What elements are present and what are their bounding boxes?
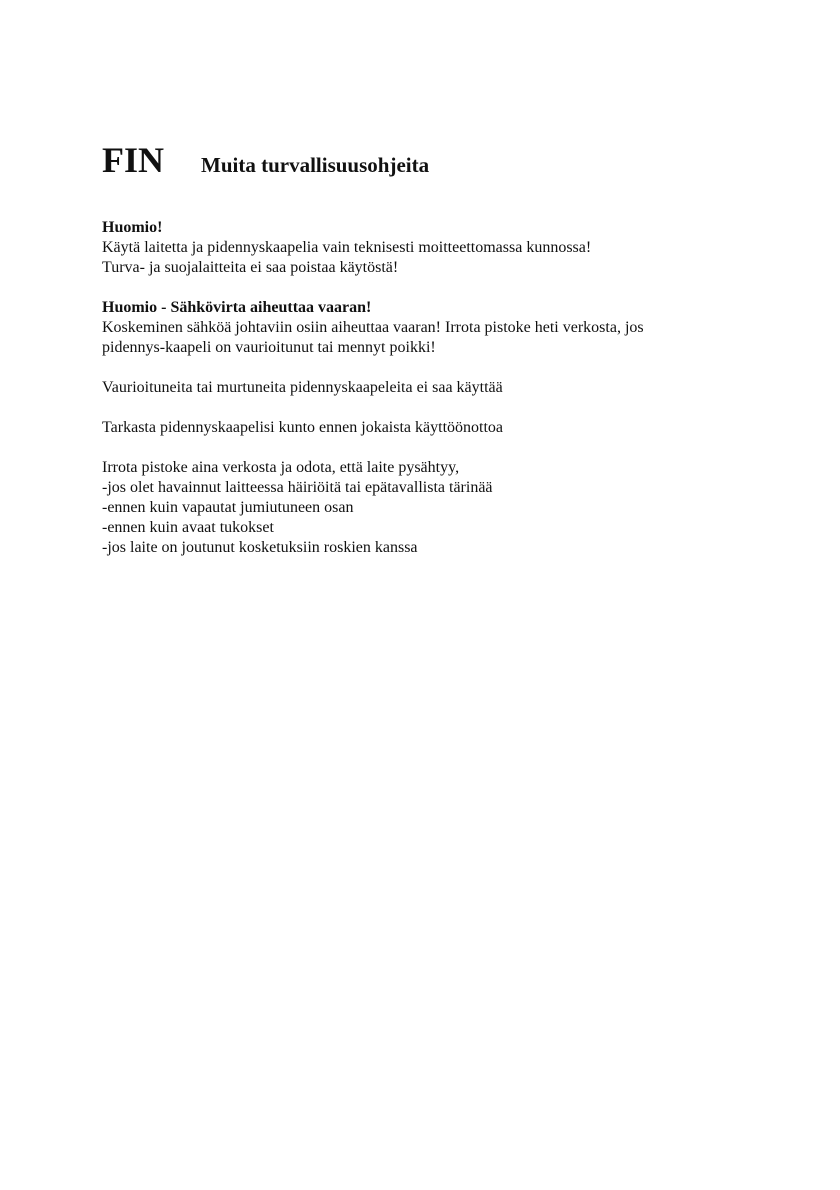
damaged-cables-text: Vaurioituneita tai murtuneita pidennyskaapeleita ei saa käyttää	[102, 379, 503, 396]
warning-section-electric	[102, 298, 782, 358]
list-item: -jos olet havainnut laitteessa häiriöitä tai epätavallista tärinää	[102, 479, 493, 496]
unplug-intro: Irrota pistoke aina verkosta ja odota, että laite pysähtyy,	[102, 459, 460, 476]
warning-section-general	[102, 218, 782, 278]
warning-line: Käytä laitetta ja pidennyskaapelia vain teknisesti moitteettomassa kunnossa!	[102, 239, 592, 256]
page-title: Muita turvallisuusohjeita	[201, 153, 430, 177]
unplug-section	[102, 458, 782, 558]
inspect-paragraph	[102, 418, 782, 438]
inspect-text: Tarkasta pidennyskaapelisi kunto ennen jokaista käyttöönottoa	[102, 419, 503, 436]
list-item: -ennen kuin avaat tukokset	[102, 519, 274, 536]
list-item: -ennen kuin vapautat jumiutuneen osan	[102, 499, 354, 516]
document-header	[102, 140, 429, 180]
warning-line: Turva- ja suojalaitteita ei saa poistaa käytöstä!	[102, 259, 399, 276]
language-code: FIN	[102, 140, 164, 180]
list-item: -jos laite on joutunut kosketuksiin roskien kanssa	[102, 539, 418, 556]
damaged-cables-paragraph	[102, 378, 782, 398]
electric-warning-text: Koskeminen sähköä johtaviin osiin aiheuttaa vaaran! Irrota pistoke heti verkosta, jos pidennys-kaapeli on vaurioitunut tai mennyt poikki!	[102, 319, 644, 356]
warning-heading: Huomio!	[102, 219, 163, 236]
document-body	[102, 218, 782, 558]
electric-warning-heading: Huomio - Sähkövirta aiheuttaa vaaran!	[102, 299, 372, 316]
